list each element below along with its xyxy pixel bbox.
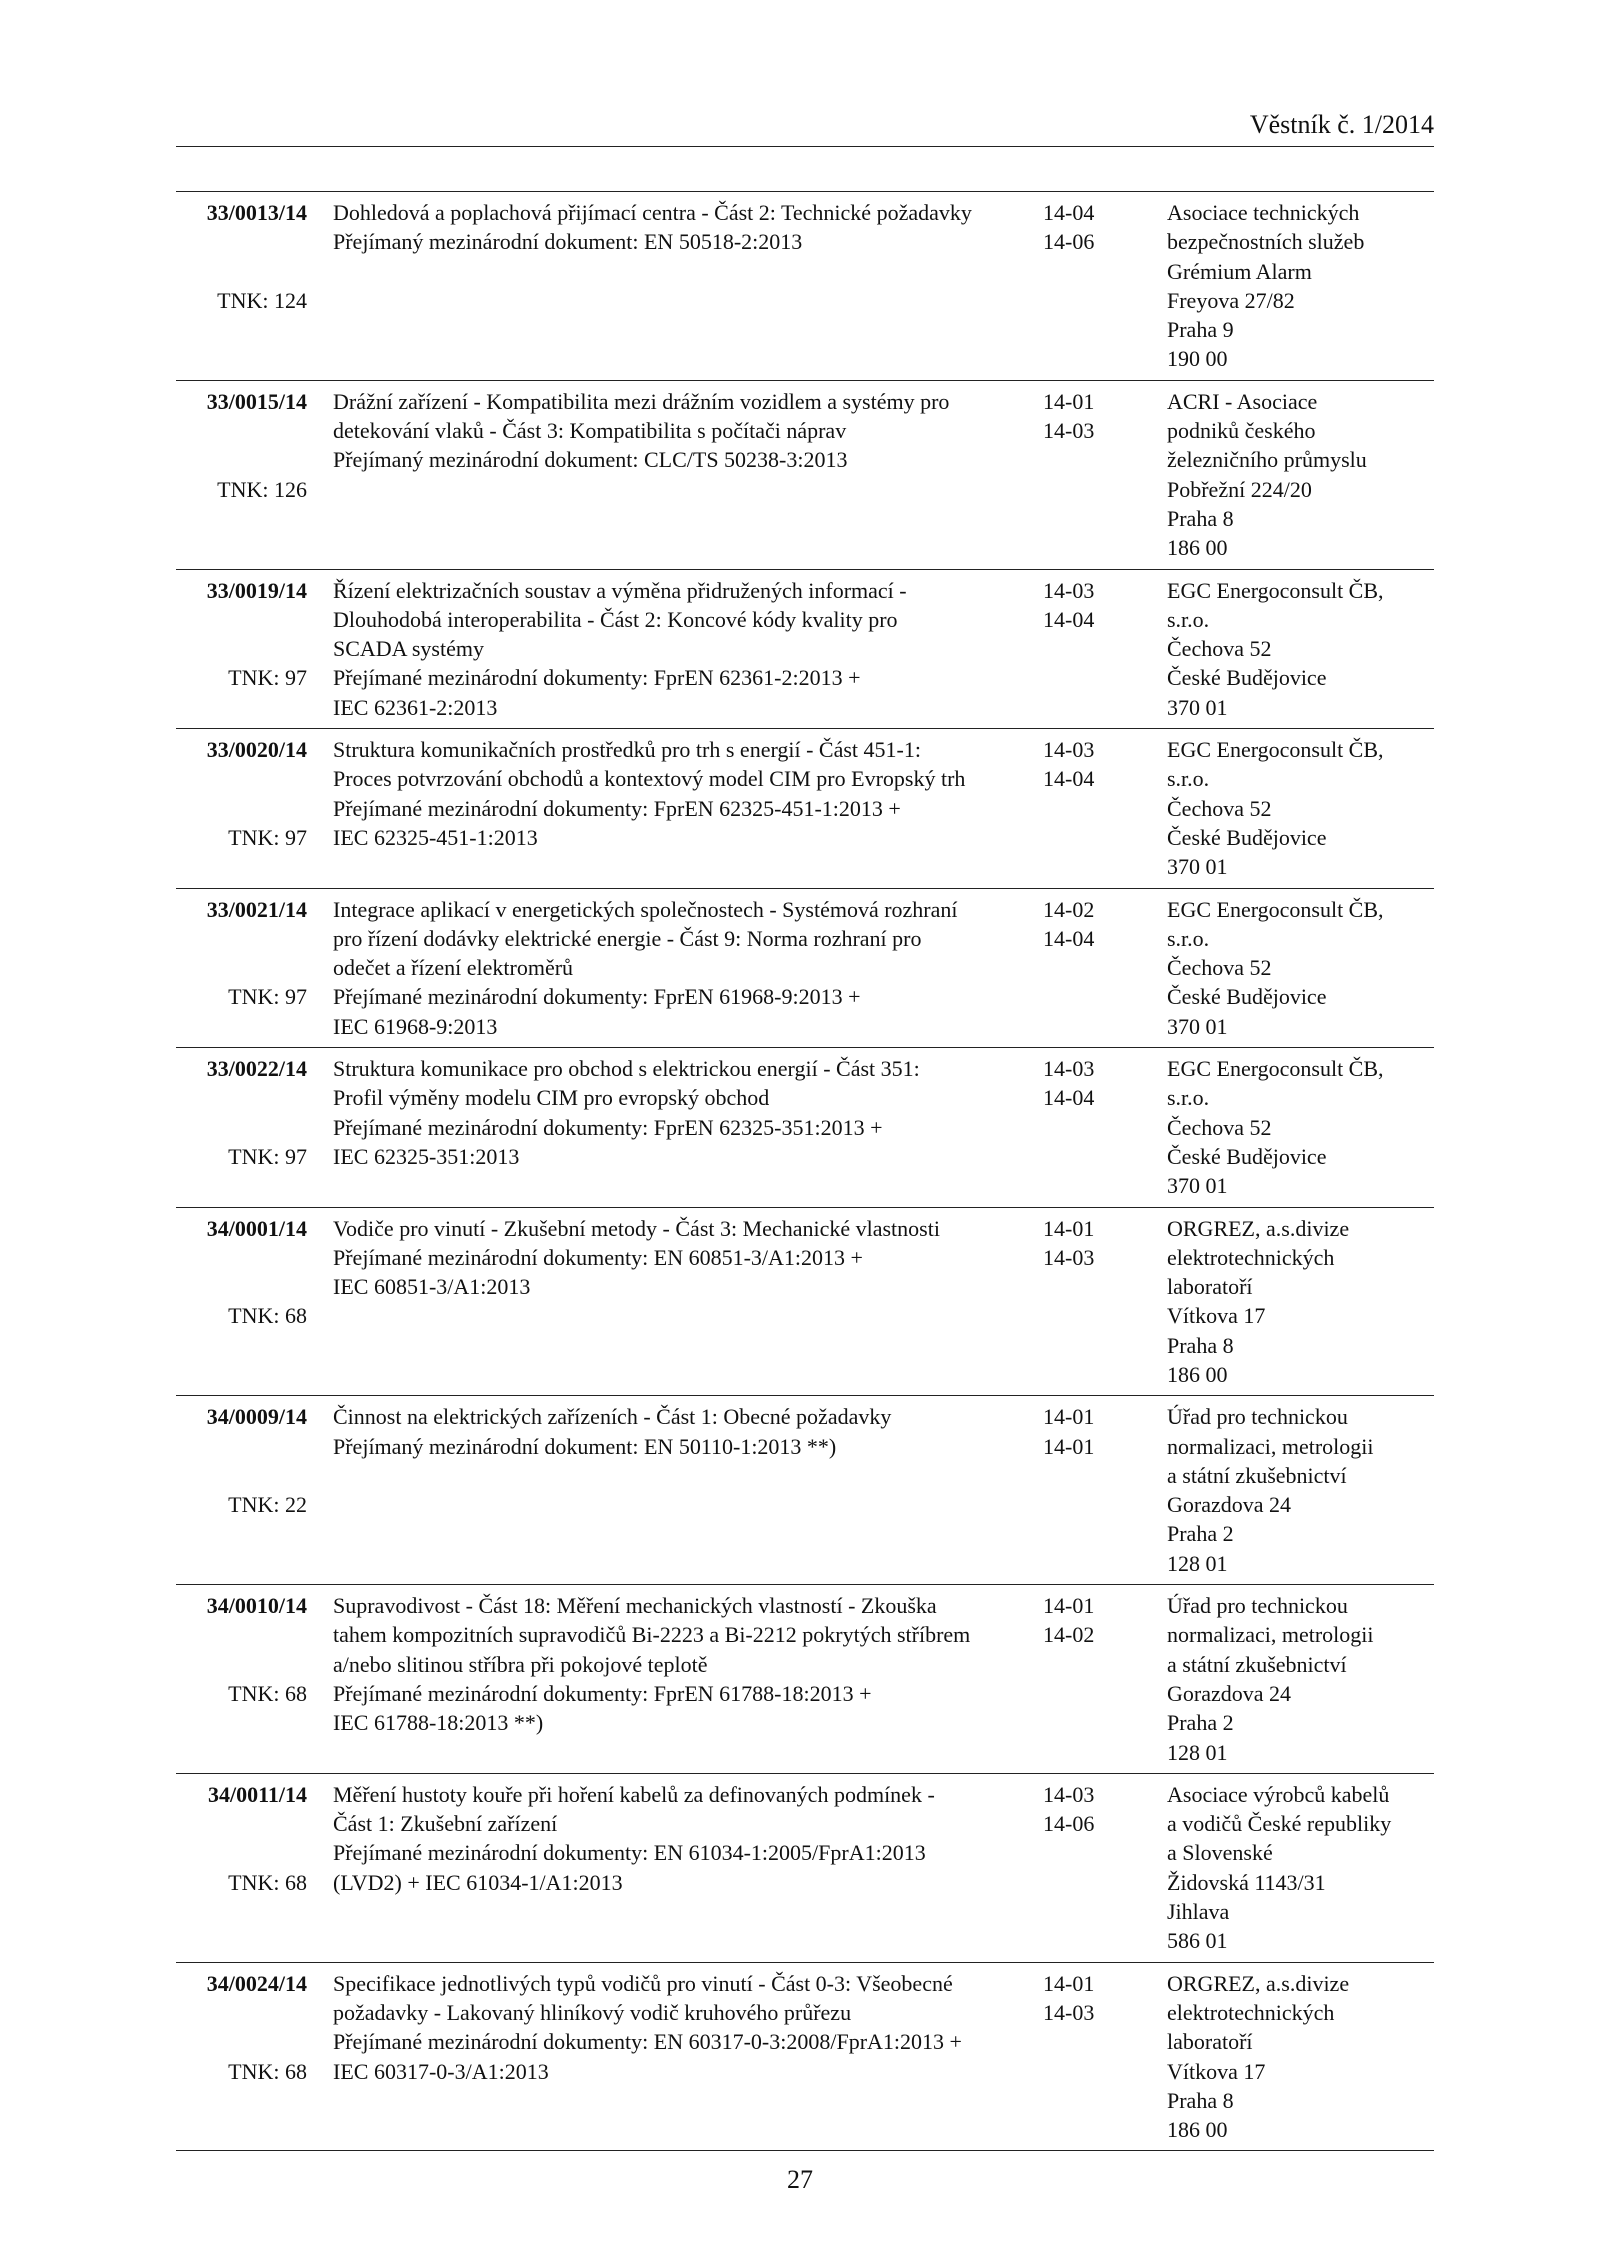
entry-id-cell: [176, 192, 307, 381]
entry-organization-line: 370 01: [1167, 1173, 1228, 1199]
entry-description-line: Část 1: Zkušební zařízení: [333, 1811, 558, 1837]
entry-organization-line: elektrotechnických: [1167, 1999, 1335, 2025]
entry-description-line: Přejímané mezinárodní dokumenty: EN 60317-0-3:2008/FprA1:2013 +: [333, 2029, 962, 2055]
entry-code: 14-01: [1043, 388, 1095, 414]
entry-organization-line: Praha 2: [1167, 1521, 1234, 1547]
entry-code: 14-06: [1043, 1811, 1095, 1837]
entry-organization-line: Vítkova 17: [1167, 1303, 1266, 1329]
entry-organization-line: Čechova 52: [1167, 795, 1272, 821]
entry-description-line: Přejímané mezinárodní dokumenty: FprEN 62361-2:2013 +: [333, 665, 861, 691]
entry-id-cell: [176, 888, 307, 1047]
table-row: [176, 1773, 1434, 1962]
entry-organization-line: bezpečnostních služeb: [1167, 229, 1365, 255]
entry-description-line: Přejímané mezinárodní dokumenty: FprEN 61968-9:2013 +: [333, 984, 861, 1010]
entry-codes-cell: [1043, 1962, 1167, 2151]
entry-codes-cell: [1043, 1048, 1167, 1207]
entry-codes-cell: [1043, 729, 1167, 888]
entry-tnk: TNK: 22: [228, 1492, 307, 1518]
entry-description-line: detekování vlaků - Část 3: Kompatibilita s počítači náprav: [333, 418, 847, 444]
entry-description-line: Přejímaný mezinárodní dokument: EN 50518-2:2013: [333, 229, 803, 255]
entry-description-line: Dlouhodobá interoperabilita - Část 2: Koncové kódy kvality pro: [333, 606, 898, 632]
entry-organization-cell: [1167, 888, 1434, 1047]
entry-organization-line: Freyova 27/82: [1167, 287, 1295, 313]
entry-organization-line: EGC Energoconsult ČB,: [1167, 737, 1384, 763]
entry-code: 14-03: [1043, 737, 1095, 763]
entry-organization-cell: [1167, 729, 1434, 888]
entry-organization-line: 186 00: [1167, 535, 1228, 561]
entry-codes-cell: [1043, 1585, 1167, 1774]
entry-code: 14-03: [1043, 1781, 1095, 1807]
entry-organization-line: Čechova 52: [1167, 955, 1272, 981]
table-row: [176, 1048, 1434, 1207]
entry-description-line: IEC 61788-18:2013 **): [333, 1710, 544, 1736]
table-row: [176, 888, 1434, 1047]
entry-description-line: Struktura komunikačních prostředků pro trh s energií - Část 451-1:: [333, 737, 921, 763]
page-number: 27: [787, 2165, 813, 2194]
entry-organization-line: s.r.o.: [1167, 1085, 1210, 1111]
entry-number: 34/0009/14: [206, 1404, 307, 1430]
entry-description-cell: [307, 192, 1043, 381]
entry-organization-line: Vítkova 17: [1167, 2058, 1266, 2084]
entry-organization-line: Praha 8: [1167, 2087, 1234, 2113]
entry-organization-line: s.r.o.: [1167, 606, 1210, 632]
entry-organization-line: a Slovenské: [1167, 1840, 1273, 1866]
entry-codes-cell: [1043, 1207, 1167, 1396]
entry-organization-line: ACRI - Asociace: [1167, 388, 1318, 414]
standards-table-body: [176, 192, 1434, 2151]
entry-organization-cell: [1167, 1396, 1434, 1585]
entry-organization-line: 370 01: [1167, 694, 1228, 720]
table-row: [176, 380, 1434, 569]
entry-organization-line: EGC Energoconsult ČB,: [1167, 896, 1384, 922]
entry-id-cell: [176, 569, 307, 728]
entry-organization-line: EGC Energoconsult ČB,: [1167, 1056, 1384, 1082]
entry-description-line: Specifikace jednotlivých typů vodičů pro vinutí - Část 0-3: Všeobecné: [333, 1970, 953, 1996]
entry-organization-line: České Budějovice: [1167, 1143, 1327, 1169]
entry-description-line: Integrace aplikací v energetických společnostech - Systémová rozhraní: [333, 896, 958, 922]
entry-organization-line: Praha 9: [1167, 317, 1234, 343]
entry-tnk: TNK: 68: [228, 1303, 307, 1329]
entry-number: 34/0024/14: [206, 1970, 307, 1996]
page-header: [176, 108, 1434, 147]
entry-organization-line: České Budějovice: [1167, 984, 1327, 1010]
entry-description-line: Proces potvrzování obchodů a kontextový model CIM pro Evropský trh: [333, 766, 966, 792]
entry-organization-line: normalizaci, metrologii: [1167, 1433, 1374, 1459]
entry-code: 14-01: [1043, 1404, 1095, 1430]
entry-description-line: Profil výměny modelu CIM pro evropský obchod: [333, 1085, 770, 1111]
table-row: [176, 1962, 1434, 2151]
entry-description-line: Supravodivost - Část 18: Měření mechanických vlastností - Zkouška: [333, 1593, 937, 1619]
entry-description-line: IEC 60851-3/A1:2013: [333, 1274, 531, 1300]
entry-organization-line: a vodičů České republiky: [1167, 1811, 1392, 1837]
entry-tnk: TNK: 68: [228, 1680, 307, 1706]
entry-code: 14-04: [1043, 1085, 1095, 1111]
entry-organization-line: Gorazdova 24: [1167, 1680, 1292, 1706]
entry-description-line: IEC 60317-0-3/A1:2013: [333, 2058, 549, 2084]
entry-organization-line: Čechova 52: [1167, 636, 1272, 662]
entry-organization-line: 370 01: [1167, 854, 1228, 880]
entry-code: 14-03: [1043, 1244, 1095, 1270]
entry-code: 14-06: [1043, 229, 1095, 255]
entry-organization-line: 186 00: [1167, 2117, 1228, 2143]
entry-id-cell: [176, 1048, 307, 1207]
entry-organization-line: Asociace výrobců kabelů: [1167, 1781, 1390, 1807]
entry-id-cell: [176, 1962, 307, 2151]
entry-organization-line: Praha 8: [1167, 1332, 1234, 1358]
entry-code: 14-04: [1043, 606, 1095, 632]
entry-codes-cell: [1043, 569, 1167, 728]
entry-codes-cell: [1043, 1396, 1167, 1585]
entry-organization-line: laboratoří: [1167, 2029, 1253, 2055]
entry-organization-line: Úřad pro technickou: [1167, 1404, 1348, 1430]
entry-organization-cell: [1167, 1962, 1434, 2151]
entry-description-line: IEC 61968-9:2013: [333, 1013, 498, 1039]
entry-description-cell: [307, 1048, 1043, 1207]
entry-description-line: požadavky - Lakovaný hliníkový vodič kruhového průřezu: [333, 1999, 852, 2025]
entry-code: 14-03: [1043, 418, 1095, 444]
entry-tnk: TNK: 68: [228, 1869, 307, 1895]
entry-description-line: odečet a řízení elektroměrů: [333, 955, 574, 981]
entry-description-line: IEC 62325-351:2013: [333, 1143, 520, 1169]
entry-number: 34/0011/14: [207, 1781, 307, 1807]
entry-number: 33/0015/14: [206, 388, 307, 414]
entry-tnk: TNK: 97: [228, 665, 307, 691]
journal-title: Věstník č. 1/2014: [1249, 110, 1434, 139]
entry-organization-line: 128 01: [1167, 1739, 1228, 1765]
entry-description-line: IEC 62361-2:2013: [333, 694, 498, 720]
entry-organization-line: normalizaci, metrologii: [1167, 1622, 1374, 1648]
table-row: [176, 569, 1434, 728]
entry-description-cell: [307, 1207, 1043, 1396]
entry-organization-line: ORGREZ, a.s.divize: [1167, 1970, 1350, 1996]
entry-code: 14-01: [1043, 1970, 1095, 1996]
entry-code: 14-01: [1043, 1593, 1095, 1619]
entry-code: 14-01: [1043, 1215, 1095, 1241]
entry-description-line: Přejímané mezinárodní dokumenty: EN 61034-1:2005/FprA1:2013: [333, 1840, 926, 1866]
entry-description-line: Struktura komunikace pro obchod s elektrickou energií - Část 351:: [333, 1056, 920, 1082]
entry-description-line: (LVD2) + IEC 61034-1/A1:2013: [333, 1869, 623, 1895]
entry-organization-line: 370 01: [1167, 1013, 1228, 1039]
entry-description-line: Přejímané mezinárodní dokumenty: FprEN 62325-351:2013 +: [333, 1114, 883, 1140]
entry-organization-line: Židovská 1143/31: [1167, 1869, 1326, 1895]
entry-organization-line: elektrotechnických: [1167, 1244, 1335, 1270]
entry-code: 14-04: [1043, 925, 1095, 951]
entry-organization-line: Gorazdova 24: [1167, 1492, 1292, 1518]
entry-organization-line: 586 01: [1167, 1928, 1228, 1954]
entry-description-line: IEC 62325-451-1:2013: [333, 824, 538, 850]
entry-organization-line: a státní zkušebnictví: [1167, 1651, 1347, 1677]
entry-description-line: pro řízení dodávky elektrické energie - Část 9: Norma rozhraní pro: [333, 925, 922, 951]
entry-id-cell: [176, 1207, 307, 1396]
entry-organization-line: železničního průmyslu: [1167, 447, 1367, 473]
entry-tnk: TNK: 124: [217, 287, 307, 313]
entry-tnk: TNK: 68: [228, 2058, 307, 2084]
entry-description-line: SCADA systémy: [333, 636, 484, 662]
entry-organization-cell: [1167, 1048, 1434, 1207]
entry-number: 33/0022/14: [206, 1056, 307, 1082]
entry-tnk: TNK: 97: [228, 824, 307, 850]
entry-code: 14-01: [1043, 1433, 1095, 1459]
entry-description-line: Přejímaný mezinárodní dokument: EN 50110-1:2013 **): [333, 1433, 837, 1459]
entry-organization-line: České Budějovice: [1167, 665, 1327, 691]
entry-organization-line: 128 01: [1167, 1550, 1228, 1576]
entry-organization-line: Asociace technických: [1167, 200, 1360, 225]
entry-organization-line: laboratoří: [1167, 1274, 1253, 1300]
entry-description-line: Řízení elektrizačních soustav a výměna přidružených informací -: [333, 577, 907, 603]
entry-description-cell: [307, 380, 1043, 569]
entry-code: 14-03: [1043, 1056, 1095, 1082]
entry-description-cell: [307, 888, 1043, 1047]
standards-table: [176, 191, 1434, 2151]
entry-number: 33/0021/14: [206, 896, 307, 922]
entry-description-cell: [307, 1962, 1043, 2151]
entry-organization-line: Praha 8: [1167, 505, 1234, 531]
entry-code: 14-02: [1043, 1622, 1095, 1648]
entry-organization-line: 186 00: [1167, 1361, 1228, 1387]
entry-code: 14-04: [1043, 200, 1095, 225]
entry-number: 34/0001/14: [206, 1215, 307, 1241]
entry-organization-cell: [1167, 192, 1434, 381]
entry-tnk: TNK: 97: [228, 984, 307, 1010]
entry-organization-line: Jihlava: [1167, 1899, 1230, 1925]
entry-code: 14-03: [1043, 1999, 1095, 2025]
entry-organization-line: 190 00: [1167, 346, 1228, 372]
entry-number: 33/0013/14: [206, 200, 307, 225]
table-row: [176, 1585, 1434, 1774]
entry-organization-line: s.r.o.: [1167, 766, 1210, 792]
entry-description-cell: [307, 569, 1043, 728]
entry-organization-line: s.r.o.: [1167, 925, 1210, 951]
entry-codes-cell: [1043, 1773, 1167, 1962]
entry-organization-line: a státní zkušebnictví: [1167, 1462, 1347, 1488]
entry-code: 14-04: [1043, 766, 1095, 792]
entry-id-cell: [176, 380, 307, 569]
entry-description-cell: [307, 1396, 1043, 1585]
entry-description-cell: [307, 1585, 1043, 1774]
entry-description-line: Přejímané mezinárodní dokumenty: FprEN 61788-18:2013 +: [333, 1680, 872, 1706]
entry-description-line: Činnost na elektrických zařízeních - Část 1: Obecné požadavky: [333, 1404, 892, 1430]
entry-description-line: Dohledová a poplachová přijímací centra - Část 2: Technické požadavky: [333, 200, 972, 225]
entry-organization-cell: [1167, 380, 1434, 569]
entry-description-line: tahem kompozitních supravodičů Bi-2223 a Bi-2212 pokrytých stříbrem: [333, 1622, 971, 1648]
entry-organization-cell: [1167, 569, 1434, 728]
entry-codes-cell: [1043, 192, 1167, 381]
entry-number: 33/0020/14: [206, 737, 307, 763]
entry-tnk: TNK: 126: [217, 476, 307, 502]
table-row: [176, 729, 1434, 888]
entry-description-cell: [307, 1773, 1043, 1962]
entry-description-line: Přejímané mezinárodní dokumenty: EN 60851-3/A1:2013 +: [333, 1244, 863, 1270]
entry-organization-line: ORGREZ, a.s.divize: [1167, 1215, 1350, 1241]
entry-organization-cell: [1167, 1207, 1434, 1396]
entry-description-line: Vodiče pro vinutí - Zkušební metody - Část 3: Mechanické vlastnosti: [333, 1215, 940, 1241]
entry-organization-cell: [1167, 1585, 1434, 1774]
entry-id-cell: [176, 1585, 307, 1774]
table-row: [176, 1396, 1434, 1585]
table-row: [176, 192, 1434, 381]
entry-code: 14-02: [1043, 896, 1095, 922]
entry-number: 34/0010/14: [206, 1593, 307, 1619]
entry-organization-line: Praha 2: [1167, 1710, 1234, 1736]
entry-description-cell: [307, 729, 1043, 888]
entry-id-cell: [176, 1396, 307, 1585]
entry-id-cell: [176, 1773, 307, 1962]
entry-codes-cell: [1043, 888, 1167, 1047]
table-row: [176, 1207, 1434, 1396]
entry-organization-line: Grémium Alarm: [1167, 258, 1312, 284]
entry-organization-line: EGC Energoconsult ČB,: [1167, 577, 1384, 603]
entry-organization-line: Pobřežní 224/20: [1167, 476, 1312, 502]
entry-id-cell: [176, 729, 307, 888]
entry-tnk: TNK: 97: [228, 1143, 307, 1169]
entry-number: 33/0019/14: [206, 577, 307, 603]
entry-organization-line: České Budějovice: [1167, 824, 1327, 850]
entry-description-line: Přejímané mezinárodní dokumenty: FprEN 62325-451-1:2013 +: [333, 795, 901, 821]
entry-description-line: Měření hustoty kouře při hoření kabelů za definovaných podmínek -: [333, 1781, 935, 1807]
entry-organization-line: Čechova 52: [1167, 1114, 1272, 1140]
entry-description-line: Drážní zařízení - Kompatibilita mezi drážním vozidlem a systémy pro: [333, 388, 950, 414]
entry-organization-line: podniků českého: [1167, 418, 1316, 444]
entry-description-line: Přejímaný mezinárodní dokument: CLC/TS 50238-3:2013: [333, 447, 848, 473]
entry-description-line: a/nebo slitinou stříbra při pokojové teplotě: [333, 1651, 708, 1677]
entry-codes-cell: [1043, 380, 1167, 569]
entry-code: 14-03: [1043, 577, 1095, 603]
entry-organization-cell: [1167, 1773, 1434, 1962]
entry-organization-line: Úřad pro technickou: [1167, 1593, 1348, 1619]
